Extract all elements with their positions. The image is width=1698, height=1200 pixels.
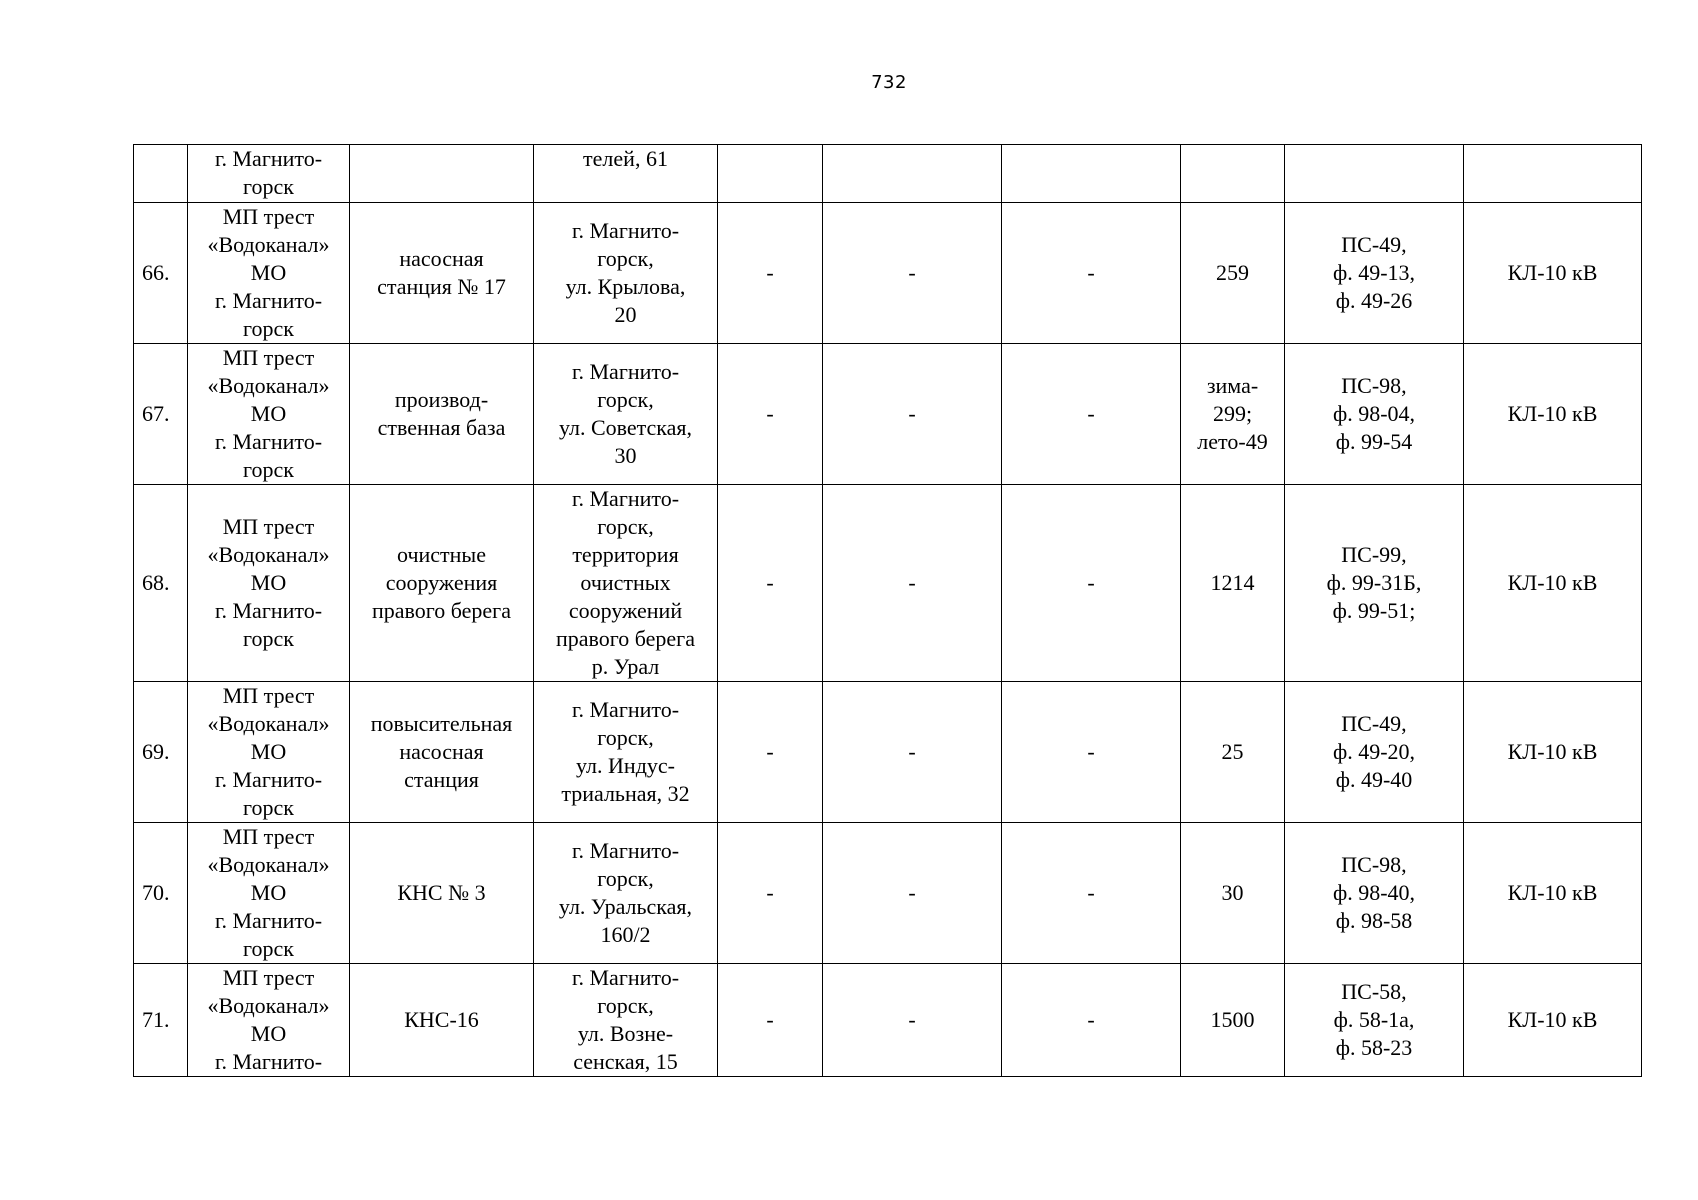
column-7-cell bbox=[1002, 485, 1181, 682]
cell-text-line: «Водоканал» bbox=[207, 993, 330, 1018]
cell-text-line: горск, bbox=[597, 246, 654, 271]
data-table bbox=[133, 144, 1642, 1077]
row-number bbox=[134, 823, 188, 964]
cell-text-line: ф. 98-04, bbox=[1332, 401, 1416, 426]
cell-text-line: «Водоканал» bbox=[207, 232, 330, 257]
address-cell bbox=[534, 964, 718, 1077]
row-number bbox=[134, 344, 188, 485]
cell-text: - bbox=[1087, 570, 1095, 595]
cell-text-line: ф. 49-13, bbox=[1332, 260, 1416, 285]
object-cell bbox=[350, 682, 534, 823]
cell-text-line: ул. Индус- bbox=[576, 753, 675, 778]
cell-text: КЛ-10 кВ bbox=[1507, 880, 1598, 905]
cell-text-line: телей, 61 bbox=[583, 146, 668, 171]
cell-text-line: г. Магнито- bbox=[214, 429, 323, 454]
object-cell bbox=[350, 823, 534, 964]
owner-cell bbox=[188, 682, 350, 823]
cell-text: 66. bbox=[142, 260, 170, 285]
cell-text-line: правого берега bbox=[372, 598, 511, 623]
cell-text-line: горск bbox=[243, 936, 294, 961]
cell-text-line: МО bbox=[250, 570, 287, 595]
cell-text-line: ПС-98, bbox=[1341, 852, 1407, 877]
table-row bbox=[134, 203, 1642, 344]
cell-text-line: ПС-99, bbox=[1341, 542, 1407, 567]
cell-text-line: горск bbox=[243, 174, 294, 199]
line-type-cell bbox=[1464, 203, 1642, 344]
table-row bbox=[134, 823, 1642, 964]
cell-text-line: г. Магнито- bbox=[214, 146, 323, 171]
cell-text-line: ул. Советская, bbox=[558, 415, 693, 440]
table-row bbox=[134, 964, 1642, 1077]
cell-text-line: КНС № 3 bbox=[397, 880, 486, 905]
address-cell bbox=[534, 145, 718, 203]
cell-text-line: МП трест bbox=[222, 204, 315, 229]
cell-text: 70. bbox=[142, 880, 170, 905]
object-cell bbox=[350, 344, 534, 485]
line-type-cell bbox=[1464, 145, 1642, 203]
column-6-cell bbox=[823, 823, 1002, 964]
cell-text: 68. bbox=[142, 570, 170, 595]
cell-text-line: ф. 49-26 bbox=[1335, 288, 1413, 313]
cell-text: - bbox=[908, 739, 916, 764]
cell-text-line: 160/2 bbox=[600, 922, 651, 947]
cell-text-line: ф. 98-58 bbox=[1335, 908, 1413, 933]
cell-text-line: насосная bbox=[399, 246, 484, 271]
cell-text-line: очистные bbox=[397, 542, 486, 567]
cell-text-line: г. Магнито- bbox=[571, 838, 680, 863]
column-7-cell bbox=[1002, 203, 1181, 344]
substation-cell bbox=[1285, 823, 1464, 964]
cell-text: КЛ-10 кВ bbox=[1507, 260, 1598, 285]
substation-cell bbox=[1285, 344, 1464, 485]
row-number bbox=[134, 485, 188, 682]
column-5-cell bbox=[718, 145, 823, 203]
cell-text: 71. bbox=[142, 1007, 170, 1032]
column-7-cell bbox=[1002, 823, 1181, 964]
cell-text-line: г. Магнито- bbox=[214, 767, 323, 792]
cell-text-line: МП трест bbox=[222, 683, 315, 708]
cell-text-line: горск, bbox=[597, 993, 654, 1018]
cell-text-line: МО bbox=[250, 401, 287, 426]
object-cell bbox=[350, 485, 534, 682]
cell-text-line: г. Магнито- bbox=[214, 1049, 323, 1074]
cell-text-line: ПС-49, bbox=[1341, 711, 1407, 736]
cell-text-line: КНС-16 bbox=[404, 1007, 479, 1032]
row-number bbox=[134, 145, 188, 203]
cell-text-line: «Водоканал» bbox=[207, 373, 330, 398]
row-number bbox=[134, 203, 188, 344]
cell-text-line: 299; bbox=[1212, 401, 1253, 426]
table-body bbox=[134, 145, 1642, 1077]
cell-text-line: ПС-98, bbox=[1341, 373, 1407, 398]
cell-text-line: насосная bbox=[399, 739, 484, 764]
cell-text-line: станция bbox=[404, 767, 479, 792]
address-cell bbox=[534, 485, 718, 682]
cell-text-line: МО bbox=[250, 739, 287, 764]
cell-text-line: горск, bbox=[597, 387, 654, 412]
cell-text: 67. bbox=[142, 401, 170, 426]
cell-text-line: г. Магнито- bbox=[214, 598, 323, 623]
cell-text-line: горск bbox=[243, 795, 294, 820]
cell-text-line: очистных bbox=[580, 570, 671, 595]
table-row bbox=[134, 344, 1642, 485]
column-6-cell bbox=[823, 203, 1002, 344]
cell-text: - bbox=[766, 1007, 774, 1032]
cell-text-line: станция № 17 bbox=[377, 274, 506, 299]
cell-text-line: ф. 99-51; bbox=[1332, 598, 1416, 623]
cell-text-line: МП трест bbox=[222, 345, 315, 370]
cell-text-line: ПС-49, bbox=[1341, 232, 1407, 257]
cell-text-line: МП трест bbox=[222, 514, 315, 539]
cell-text: - bbox=[908, 880, 916, 905]
cell-text-line: ф. 98-40, bbox=[1332, 880, 1416, 905]
cell-text-line: триальная, 32 bbox=[561, 781, 690, 806]
cell-text-line: МП трест bbox=[222, 824, 315, 849]
owner-cell bbox=[188, 203, 350, 344]
cell-text: - bbox=[908, 401, 916, 426]
cell-text-line: лето-49 bbox=[1197, 429, 1268, 454]
column-6-cell bbox=[823, 485, 1002, 682]
cell-text-line: ул. Крылова, bbox=[565, 274, 686, 299]
cell-text-line: МО bbox=[250, 260, 287, 285]
power-cell bbox=[1181, 485, 1285, 682]
cell-text-line: сооружений bbox=[568, 598, 683, 623]
object-cell bbox=[350, 145, 534, 203]
table-row bbox=[134, 682, 1642, 823]
owner-cell bbox=[188, 964, 350, 1077]
cell-text: - bbox=[1087, 260, 1095, 285]
power-cell bbox=[1181, 145, 1285, 203]
cell-text-line: повысительная bbox=[370, 711, 513, 736]
substation-cell bbox=[1285, 145, 1464, 203]
owner-cell bbox=[188, 145, 350, 203]
cell-text: - bbox=[766, 880, 774, 905]
cell-text-line: г. Магнито- bbox=[571, 965, 680, 990]
cell-text-line: 1214 bbox=[1210, 570, 1255, 595]
line-type-cell bbox=[1464, 485, 1642, 682]
cell-text: - bbox=[908, 1007, 916, 1032]
cell-text: - bbox=[1087, 739, 1095, 764]
cell-text-line: ф. 99-31Б, bbox=[1326, 570, 1422, 595]
line-type-cell bbox=[1464, 682, 1642, 823]
cell-text-line: р. Урал bbox=[591, 654, 660, 679]
cell-text: - bbox=[1087, 1007, 1095, 1032]
cell-text-line: МО bbox=[250, 880, 287, 905]
line-type-cell bbox=[1464, 344, 1642, 485]
substation-cell bbox=[1285, 682, 1464, 823]
cell-text-line: ф. 99-54 bbox=[1335, 429, 1413, 454]
cell-text: - bbox=[766, 401, 774, 426]
column-6-cell bbox=[823, 682, 1002, 823]
cell-text: - bbox=[1087, 880, 1095, 905]
page-number: 732 bbox=[871, 72, 907, 93]
line-type-cell bbox=[1464, 823, 1642, 964]
cell-text-line: сенская, 15 bbox=[573, 1049, 678, 1074]
cell-text-line: 259 bbox=[1216, 260, 1249, 285]
cell-text-line: г. Магнито- bbox=[571, 359, 680, 384]
power-cell bbox=[1181, 344, 1285, 485]
cell-text-line: горск, bbox=[597, 866, 654, 891]
cell-text: - bbox=[766, 739, 774, 764]
column-6-cell bbox=[823, 145, 1002, 203]
object-cell bbox=[350, 203, 534, 344]
address-cell bbox=[534, 344, 718, 485]
cell-text-line: ул. Возне- bbox=[577, 1021, 674, 1046]
cell-text-line: ф. 58-23 bbox=[1335, 1035, 1413, 1060]
owner-cell bbox=[188, 344, 350, 485]
row-number bbox=[134, 682, 188, 823]
cell-text-line: ф. 58-1а, bbox=[1333, 1007, 1415, 1032]
column-7-cell bbox=[1002, 145, 1181, 203]
cell-text-line: ф. 49-40 bbox=[1335, 767, 1413, 792]
cell-text-line: г. Магнито- bbox=[571, 218, 680, 243]
power-cell bbox=[1181, 682, 1285, 823]
cell-text: 69. bbox=[142, 739, 170, 764]
cell-text-line: зима- bbox=[1206, 373, 1259, 398]
power-cell bbox=[1181, 203, 1285, 344]
owner-cell bbox=[188, 823, 350, 964]
cell-text-line: 30 bbox=[1221, 880, 1244, 905]
cell-text-line: горск bbox=[243, 457, 294, 482]
cell-text-line: правого берега bbox=[556, 626, 695, 651]
cell-text-line: г. Магнито- bbox=[214, 288, 323, 313]
cell-text: КЛ-10 кВ bbox=[1507, 401, 1598, 426]
column-7-cell bbox=[1002, 344, 1181, 485]
column-7-cell bbox=[1002, 964, 1181, 1077]
cell-text-line: ственная база bbox=[377, 415, 506, 440]
cell-text: КЛ-10 кВ bbox=[1507, 570, 1598, 595]
substation-cell bbox=[1285, 964, 1464, 1077]
table-row bbox=[134, 485, 1642, 682]
owner-cell bbox=[188, 485, 350, 682]
cell-text: - bbox=[908, 570, 916, 595]
object-cell bbox=[350, 964, 534, 1077]
line-type-cell bbox=[1464, 964, 1642, 1077]
cell-text-line: горск, bbox=[597, 725, 654, 750]
cell-text: - bbox=[766, 260, 774, 285]
cell-text: КЛ-10 кВ bbox=[1507, 739, 1598, 764]
cell-text: - bbox=[766, 570, 774, 595]
cell-text-line: 30 bbox=[614, 443, 637, 468]
cell-text-line: сооружения bbox=[385, 570, 498, 595]
cell-text-line: МО bbox=[250, 1021, 287, 1046]
column-5-cell bbox=[718, 203, 823, 344]
column-5-cell bbox=[718, 823, 823, 964]
cell-text-line: 1500 bbox=[1210, 1007, 1255, 1032]
column-5-cell bbox=[718, 682, 823, 823]
address-cell bbox=[534, 203, 718, 344]
cell-text-line: территория bbox=[572, 542, 679, 567]
cell-text-line: горск, bbox=[597, 514, 654, 539]
address-cell bbox=[534, 823, 718, 964]
cell-text-line: горск bbox=[243, 316, 294, 341]
power-cell bbox=[1181, 964, 1285, 1077]
address-cell bbox=[534, 682, 718, 823]
power-cell bbox=[1181, 823, 1285, 964]
cell-text-line: горск bbox=[243, 626, 294, 651]
column-6-cell bbox=[823, 964, 1002, 1077]
substation-cell bbox=[1285, 485, 1464, 682]
cell-text-line: 25 bbox=[1221, 739, 1244, 764]
cell-text-line: производ- bbox=[394, 387, 489, 412]
cell-text-line: г. Магнито- bbox=[571, 486, 680, 511]
cell-text-line: ф. 49-20, bbox=[1332, 739, 1416, 764]
cell-text-line: «Водоканал» bbox=[207, 542, 330, 567]
cell-text: - bbox=[908, 260, 916, 285]
cell-text-line: ул. Уральская, bbox=[558, 894, 693, 919]
cell-text-line: 20 bbox=[614, 302, 637, 327]
cell-text: - bbox=[1087, 401, 1095, 426]
cell-text-line: «Водоканал» bbox=[207, 711, 330, 736]
row-number bbox=[134, 964, 188, 1077]
column-5-cell bbox=[718, 964, 823, 1077]
cell-text-line: МП трест bbox=[222, 965, 315, 990]
substation-cell bbox=[1285, 203, 1464, 344]
column-7-cell bbox=[1002, 682, 1181, 823]
cell-text: КЛ-10 кВ bbox=[1507, 1007, 1598, 1032]
cell-text-line: г. Магнито- bbox=[214, 908, 323, 933]
column-5-cell bbox=[718, 344, 823, 485]
cell-text-line: «Водоканал» bbox=[207, 852, 330, 877]
column-6-cell bbox=[823, 344, 1002, 485]
table-row bbox=[134, 145, 1642, 203]
cell-text-line: ПС-58, bbox=[1341, 979, 1407, 1004]
column-5-cell bbox=[718, 485, 823, 682]
cell-text-line: г. Магнито- bbox=[571, 697, 680, 722]
